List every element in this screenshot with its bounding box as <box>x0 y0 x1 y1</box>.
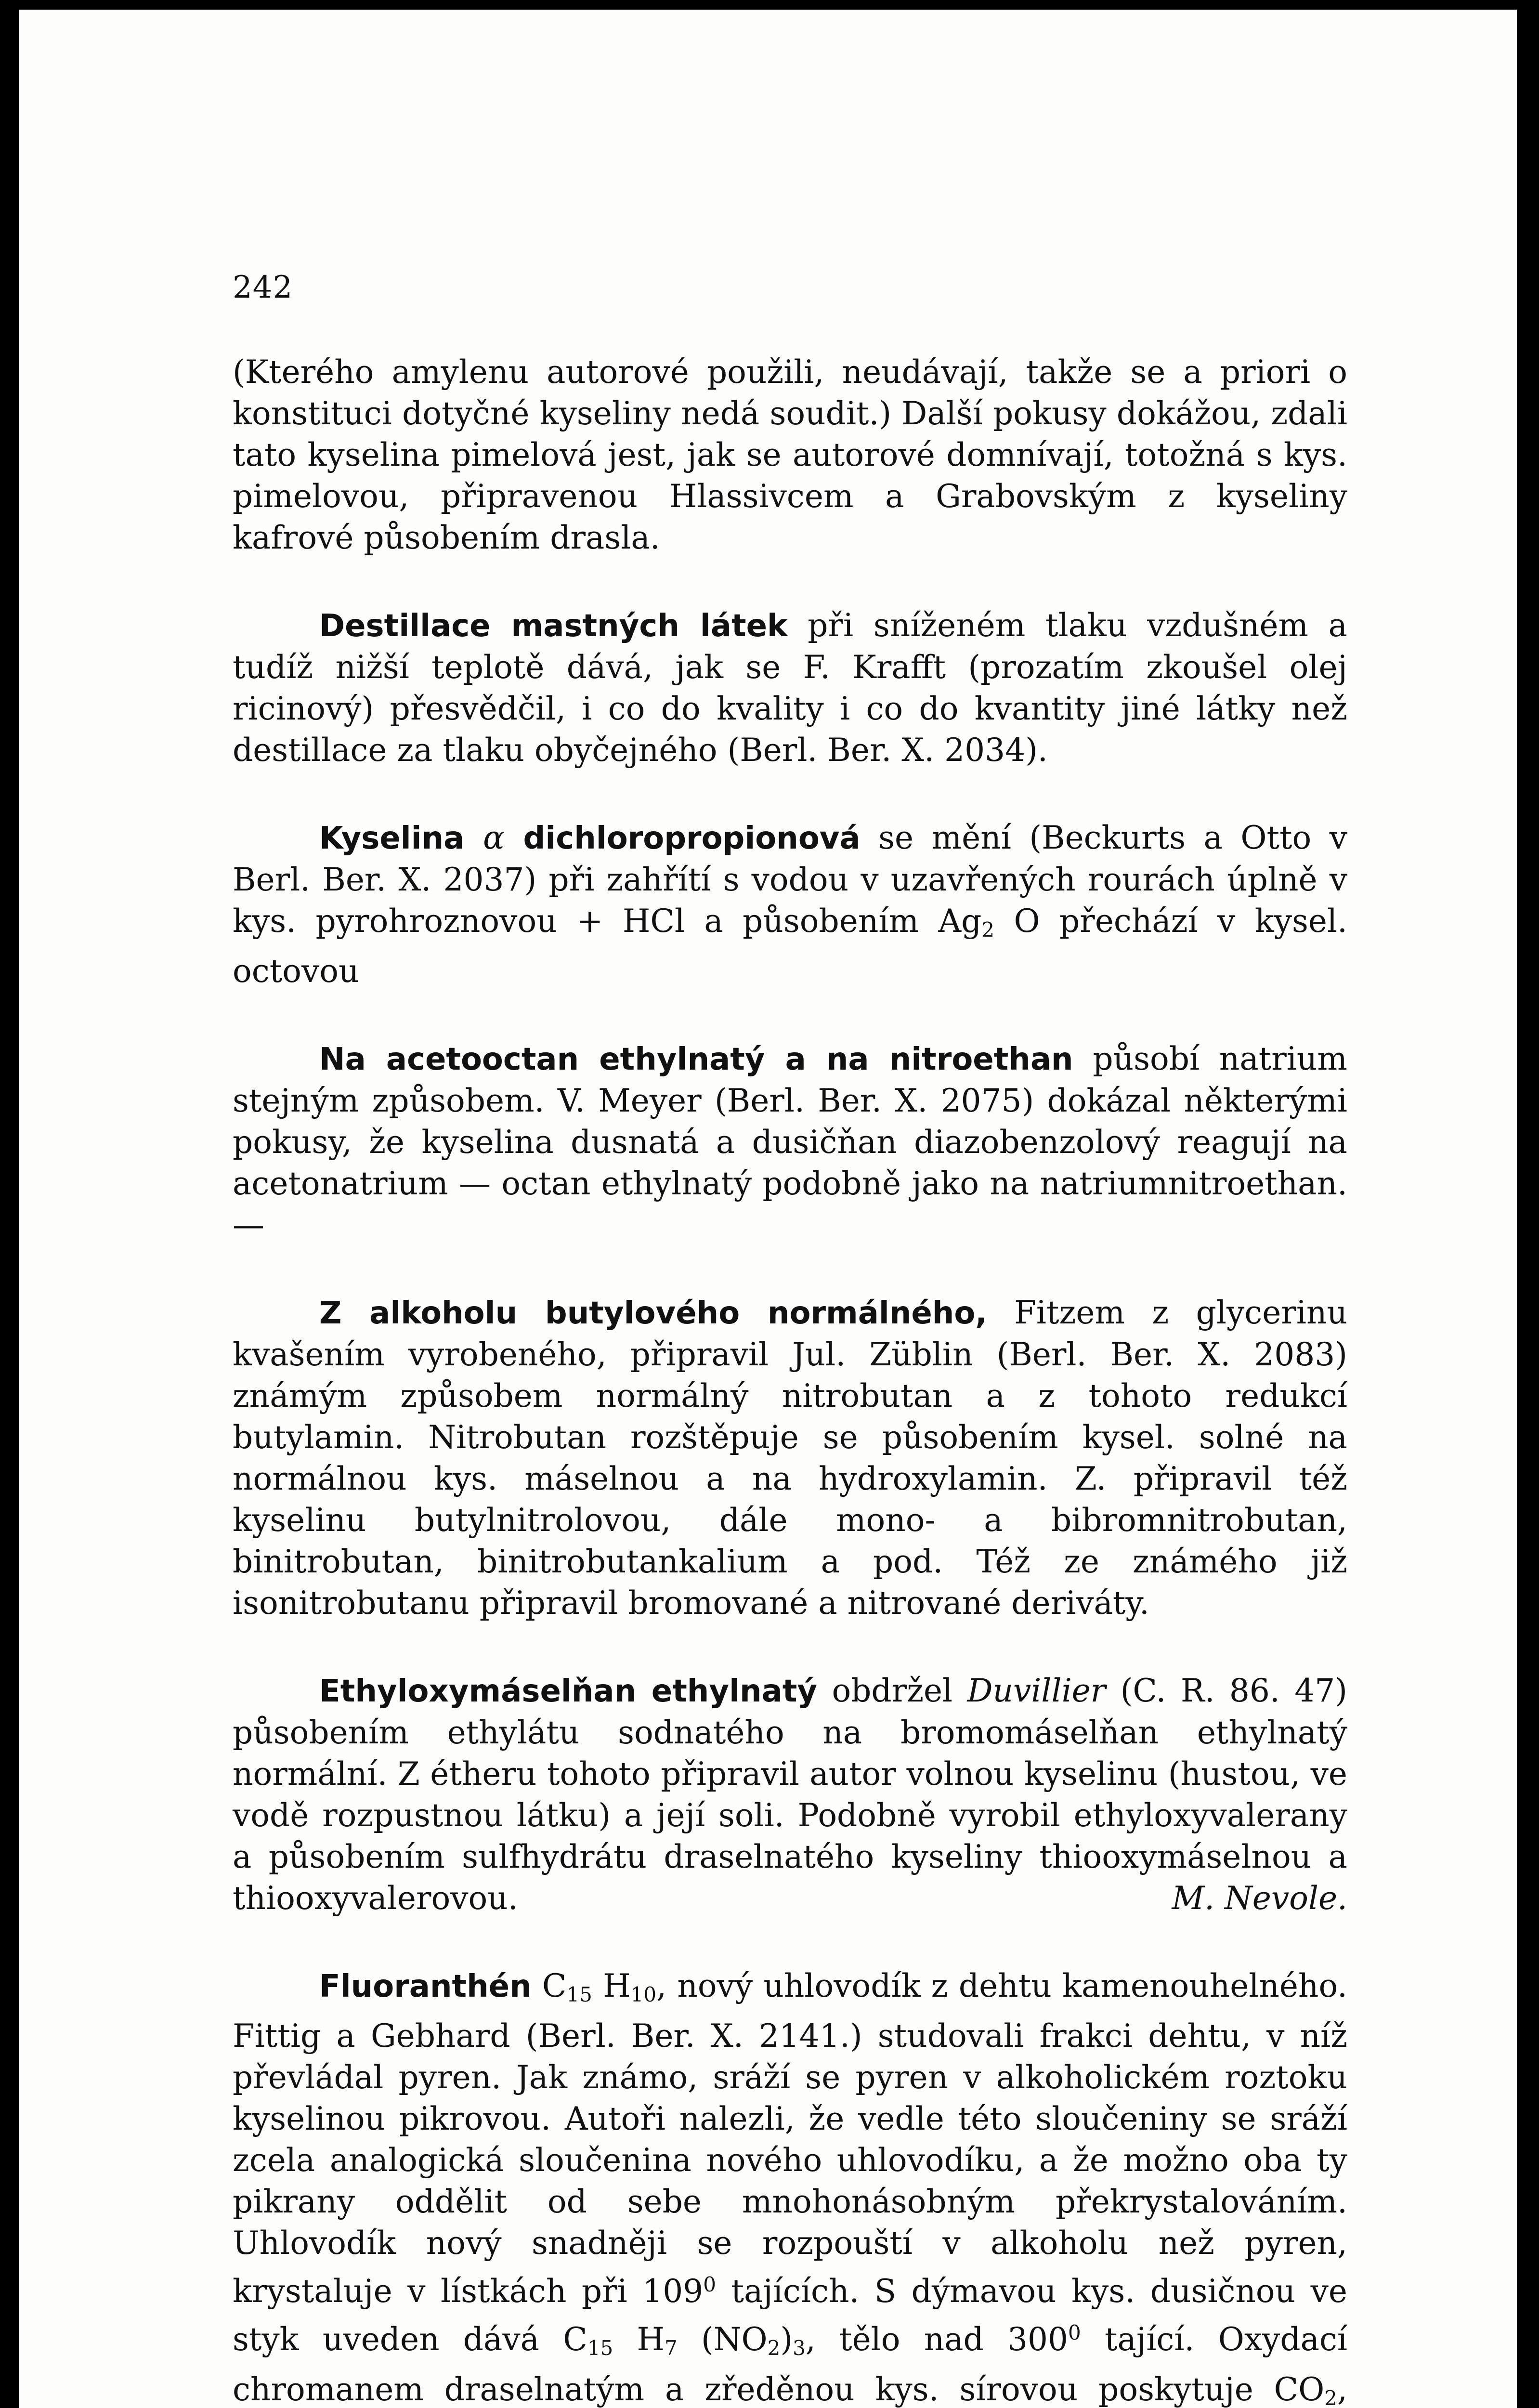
paragraph-fluoranthen <box>233 1965 1347 2408</box>
text-b: tajících. S dýmavou kys. dusičnou ve styk uveden dává C <box>233 2273 1347 2358</box>
paragraph-text: Fitzem z glycerinu kvašením vyrobeného, připravil Jul. Züblin (Berl. Ber. X. 2083) známým způsobem normálný nitrobutan a z tohoto redukcí butylamin. Nitrobutan rozštěpuje se působením kysel. solné na normálnou kys. máselnou a na hydroxylamin. Z. připravil též kyselinu butylnitrolovou, dále mono- a bibromnitrobutan, binitrobutan, binitrobutankalium a pod. Též ze známého již isonitrobutanu připravil bromované a nitrované deriváty. <box>233 1294 1348 1622</box>
paragraph-ethyloxy <box>233 1670 1347 1919</box>
subscript: 2 <box>767 2336 781 2360</box>
paragraph-text-a: obdržel <box>817 1672 967 1709</box>
paragraph-kyselina <box>233 817 1347 992</box>
paragraph-acetooctan <box>233 1038 1347 1246</box>
subscript: 2 <box>981 918 995 942</box>
signature: M. Nevole. <box>1172 1880 1347 1917</box>
text-d: (NO <box>677 2321 768 2358</box>
paragraph-heading-a: Kyselina <box>319 821 483 856</box>
paragraph-heading: Fluoranthén <box>319 1969 532 2004</box>
superscript: 0 <box>1068 2321 1081 2344</box>
subscript: 3 <box>793 2336 806 2360</box>
subscript: 2 <box>1324 2386 1338 2408</box>
formula-c: C <box>542 1967 567 2004</box>
subscript: 15 <box>587 2336 613 2360</box>
paragraph-text: působí natrium stejným způsobem. V. Meyer (Berl. Ber. X. 2075) dokázal některými pokusy, že kyselina dusnatá a dusičňan diazobenzolový reagují na acetonatrium — octan ethylnatý podobně jako na natriumnitroethan. — <box>233 1040 1347 1243</box>
paragraph-amylene <box>233 352 1347 559</box>
article-body <box>233 352 1347 2408</box>
text-c: H <box>613 2321 665 2358</box>
paragraph-text: při sníženém tlaku vzdušném a tudíž nižší teplotě dává, jak se F. Krafft (prozatím zkoušel olej ricinový) přesvědčil, i co do kvality i co do kvantity jiné látky než destillace za tlaku obyčejného (Berl. Ber. X. 2034). <box>233 607 1347 769</box>
paragraph-text: (Kterého amylenu autorové použili, neudávají, takže se a priori o konstituci dotyčné kyseliny nedá soudit.) Další pokusy dokážou, zdali tato kyselina pimelová jest, jak se autorové domnívají, totožná s kys. pimelovou, připravenou Hlassivcem a Grabovským z kyseliny kafrové působením drasla. <box>233 353 1347 556</box>
text-f: , tělo nad 300 <box>805 2321 1069 2358</box>
subscript: 15 <box>566 1983 592 2006</box>
paragraph-heading: Destillace mastných látek <box>319 608 788 644</box>
page-number: 242 <box>233 270 293 305</box>
paragraph-heading: Z alkoholu butylového normálného, <box>319 1296 987 1331</box>
paragraph-text-b: (C. R. 86. 47) působením ethylátu sodnatého na bromomáselňan ethylnatý normální. Z étheru tohoto připravil autor volnou kyselinu (hustou, ve vodě rozpustnou látku) a její soli. Podobně vyrobil ethyloxyvalerany a působením sulfhydrátu draselnatého kyseliny thiooxymáselnou a thiooxyvalerovou. <box>233 1672 1347 1917</box>
paragraph-text-b: O přechází v kysel. octovou <box>233 903 1347 990</box>
text-h: , <box>1337 2371 1347 2408</box>
text-g: tající. Oxydací chromanem draselnatým a zředěnou kys. sírovou poskytuje CO <box>233 2321 1347 2408</box>
paragraph-heading: Na acetooctan ethylnatý a na nitroethan <box>319 1042 1073 1077</box>
greek-alpha: α <box>483 819 505 856</box>
subscript: 7 <box>665 2336 678 2360</box>
subscript: 10 <box>630 1983 657 2006</box>
superscript: 0 <box>703 2273 716 2296</box>
text-a: , nový uhlovodík z dehtu kamenouhelného. Fittig a Gebhard (Berl. Ber. X. 2141.) studovali frakci dehtu, v níž převládal pyren. Jak známo, sráží se pyren v alkoholickém roztoku kyselinou pikrovou. Autoři nalezli, že vedle této sloučeniny se sráží zcela analogická sloučenina nového uhlovodíku, a že možno oba ty pikrany oddělit od sebe mnohonásobným překrystalováním. Uhlovodík nový snadněji se rozpouští v alkoholu než pyren, krystaluje v lístkách při 109 <box>233 1967 1347 2310</box>
formula-h: H <box>592 1967 631 2004</box>
paragraph-heading: Ethyloxymáselňan ethylnatý <box>319 1674 818 1709</box>
paragraph-destillace <box>233 605 1347 771</box>
paragraph-heading-b: dichloropropionová <box>504 821 861 856</box>
paragraph-butyl <box>233 1292 1347 1624</box>
text-e: ) <box>780 2321 793 2358</box>
paragraph-text-a: se mění (Beckurts a Otto v Berl. Ber. X. 2037) při zahřítí s vodou v uzavřených rourách úplně v kys. pyrohroznovou + HCl a působením Ag <box>233 819 1348 940</box>
author-name: Duvillier <box>967 1672 1106 1709</box>
